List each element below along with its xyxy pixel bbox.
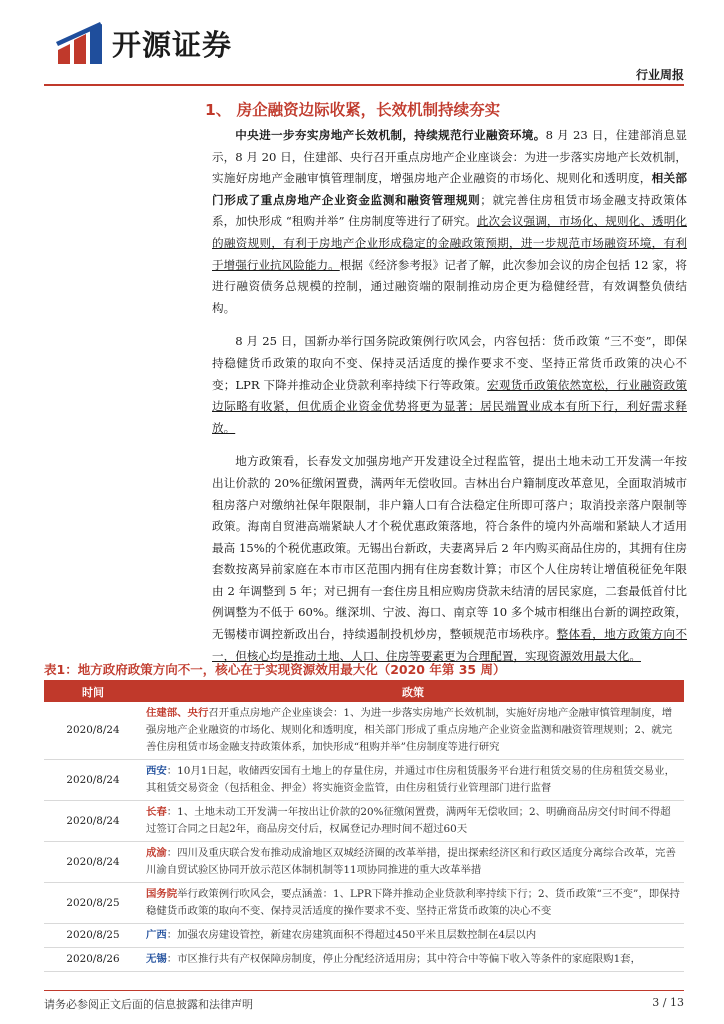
row-policy [142,760,684,800]
header-divider [44,84,684,86]
row-lead: 成渝 [146,847,167,859]
row-text: ：四川及重庆联合发布推动成渝地区双城经济圈的改革举措，提出探索经济区和行政区适度分离综合改革，完善川渝自贸试验区协同开放示范区体制机制等11项协同推进的重大改革举措 [146,847,676,876]
row-date: 2020/8/24 [66,724,120,736]
row-policy [142,924,684,947]
report-type-label: 行业周报 [635,68,684,82]
paragraph-3-underline: 整体看，地方政策方向不一，但核心均是推动土地、人口、住房等要素更为合理配置，实现资源效用最大化。 [212,627,687,663]
paragraph-1-bold: 相关部门形成了重点房地产企业资金监测和融资管理规则 [212,171,687,207]
paragraph-3 [212,451,687,667]
page-header [44,14,684,82]
paragraph-3-text: 地方政策看，长春发文加强房地产开发建设全过程监管，提出土地未动工开发满一年按出让价款的 20%征缴闲置费，满两年无偿收回。吉林出台户籍制度改革意见，全面取消城市租房落户对缴纳社保年限限制，非户籍人口有合法稳定住所即可落户；取消投亲落户限制等政策。海南自贸港高端紧缺人才个税优惠政策落地，符合条件的境内外高端和紧缺人才适用最高 15%的个税优惠政策。无锡出台新政，夫妻离异后 2 年内购买商品住房的，其拥有住房套数按离异前家庭在本市市区范围内拥有住房套数计算；市区个人住房转让增值税征免年限由 2 年调整到 5 年；对已拥有一套住房且相应购房贷款未结清的居民家庭，二套最低首付比例调整为不低于 60%。继深圳、宁波、海口、南京等 10 多个城市相继出台新的调控政策，无锡楼市调控新政出台，持续遏制投机炒房，整顿规范市场秩序。 [212,454,687,642]
paragraph-2 [212,331,687,439]
paragraph-1-text: 8 月 23 日，住建部消息显示，8 月 20 日，住建部、央行召开重点房地产企业座谈会：为进一步落实房地产长效机制，实施好房地产金融审慎管理制度，增强房地产企业融资的市场化、规则化和透明度， [212,128,687,186]
row-date: 2020/8/24 [66,773,120,786]
logo-mark-icon [54,20,106,66]
row-lead: 无锡 [146,953,167,965]
paragraph-2-underline: 宏观货币政策依然宽松，行业融资政策边际略有收紧，但优质企业资金优势将更为显著；居民端置业成本有所下行，利好需求释放。 [212,377,687,435]
policy-table [44,680,684,972]
header-policy: 政策 [402,686,424,699]
row-lead: 西安 [146,765,167,777]
row-policy [142,948,684,971]
row-text: ：加强农房建设管控，新建农房建筑面积不得超过450平米且层数控制在4层以内 [166,929,537,941]
row-text: ：1、土地未动工开发满一年按出让价款的20%征缴闲置费，满两年无偿收回；2、明确商品房交付时间不得超过签订合同之日起2年，商品房交付后，权属登记办理时间不超过60天 [146,806,671,835]
row-policy [142,801,684,841]
row-lead: 住建部、央行 [146,707,209,719]
table-row [44,842,684,883]
row-text: ：10月1日起，收储西安国有土地上的存量住房，并通过市住房租赁服务平台进行租赁交易的住房租赁交易业，其租赁交易资金（包括租金、押金）将实施资金监管，由住房租赁行业管理部门进行监督 [146,765,675,794]
table-row [44,948,684,972]
row-date: 2020/8/25 [66,896,120,909]
table-row [44,801,684,842]
table-header [44,682,684,702]
paragraph-1 [212,125,687,319]
row-date: 2020/8/24 [66,855,120,868]
article-body [212,125,687,679]
table-row [44,924,684,948]
row-date: 2020/8/26 [66,953,120,965]
page-number: 3 / 13 [652,996,684,1009]
row-text: 召开重点房地产企业座谈会：1、为进一步落实房地产长效机制，实施好房地产金融审慎管理制度，增强房地产企业融资的市场化、规则化和透明度，相关部门形成了重点房地产企业资金监测和融资管理规则；2、就完善住房租赁市场金融支持政策体系，加快形成“租购并举”住房制度等进行研究 [146,707,673,753]
paragraph-1-text-3: 根据《经济参考报》记者了解，此次参加会议的房企包括 12 家，将进行融资债务总规模的控制，通过融资端的限制推动房企更为稳健经营，有效调整负债结构。 [212,257,687,315]
paragraph-2-text: 8 月 25 日，国新办举行国务院政策例行吹风会，内容包括：货币政策 “三不变”，即保持稳健货币政策的取向不变、保持灵活适度的操作要求不变、坚持正常货币政策的决心不变；LPR 下降并推动企业贷款利率持续下行等政策。 [212,334,687,392]
paragraph-1-underline: 此次会议强调，市场化、规则化、透明化的融资规则，有利于房地产企业形成稳定的金融政策预期，进一步规范市场融资环境，有利于增强行业抗风险能力。 [212,214,687,272]
table-row [44,883,684,924]
table-title: 表1：地方政府政策方向不一，核心在于实现资源效用最大化（2020 年第 35 周） [44,662,506,677]
row-text: ：市区推行共有产权保障房制度，停止分配经济适用房；其中符合中等偏下收入等条件的家庭限购1套， [166,953,641,965]
table-row [44,760,684,801]
table-row [44,702,684,760]
section-title: 1、 房企融资边际收紧，长效机制持续夯实 [205,101,501,119]
logo-text: 开源证券 [112,27,233,62]
row-lead: 长春 [146,806,167,818]
paragraph-1-lead: 中央进一步夯实房地产长效机制，持续规范行业融资环境。 [235,128,546,142]
company-logo [54,20,232,66]
footer-disclaimer: 请务必参阅正文后面的信息披露和法律声明 [44,998,253,1011]
row-policy [142,842,684,882]
row-lead: 广西 [146,929,167,941]
row-date: 2020/8/24 [66,814,120,827]
footer-divider [44,990,684,991]
row-policy [142,702,684,759]
row-lead: 国务院 [146,888,178,900]
row-text: 举行政策例行吹风会，要点涵盖：1、LPR下降并推动企业贷款利率持续下行；2、货币政策“三不变”，即保持稳健货币政策的取向不变、保持灵活适度的操作要求不变、坚持正常货币政策的决心不变 [146,888,680,917]
header-date: 时间 [82,686,104,699]
row-policy [142,883,684,923]
paragraph-1-text-2: ；就完善住房租赁市场金融支持政策体系，加快形成 “租购并举” 住房制度等进行了研究。 [212,192,687,229]
row-date: 2020/8/25 [66,929,120,941]
